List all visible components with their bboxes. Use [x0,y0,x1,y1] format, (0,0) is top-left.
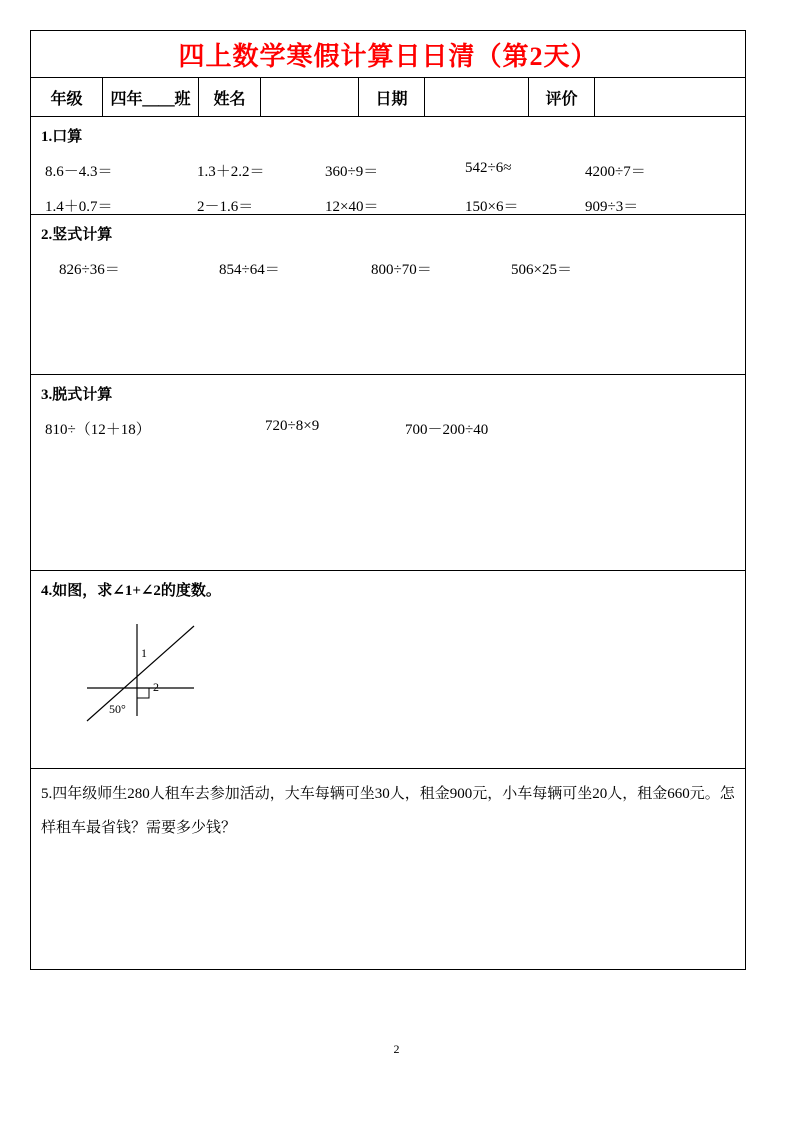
problem: 4200÷7＝ [585,164,646,180]
angle-diagram-svg [69,606,269,736]
angle-figure [69,606,269,736]
section-5-heading: 5.四年级师生280人租车去参加活动，大车每辆可坐30人，租金900元，小车每辆可坐20人，租金660元。怎样租车最省钱？需要多少钱？ [41,786,735,836]
problem: 1.4＋0.7＝ [45,199,113,215]
section-4-heading: 4.如图，求∠1+∠2的度数。 [41,583,221,599]
section-1-heading: 1.口算 [41,129,83,145]
section-expression-calculation [31,375,745,571]
vertical-row-1 [41,258,735,279]
section-3-heading: 3.脱式计算 [41,387,113,403]
problem: 506×25＝ [511,262,572,278]
date-label: 日期 [359,78,425,116]
problem: 542÷6≈ [465,160,512,176]
section-vertical-calculation [31,215,745,375]
section-word-problem [31,769,745,969]
problem: 810÷（12＋18） [45,422,151,438]
problem: 826÷36＝ [59,262,120,278]
oral-row-2 [41,195,735,216]
section-2-heading: 2.竖式计算 [41,227,113,243]
problem: 720÷8×9 [265,418,320,434]
grade-label: 年级 [31,78,103,116]
name-label: 姓名 [199,78,261,116]
section-oral-arithmetic [31,117,745,215]
evaluation-value[interactable] [595,78,745,116]
problem: 150×6＝ [465,199,519,215]
expression-row-1 [41,418,735,439]
title-row [31,31,745,78]
date-value[interactable] [425,78,529,116]
problem: 2－1.6＝ [197,199,254,215]
oral-row-1 [41,160,735,181]
angle-50-label: 50° [109,702,126,716]
angle-2-label: 2 [153,680,159,694]
grade-value[interactable]: 四年＿＿班 [103,78,199,116]
problem: 8.6－4.3＝ [45,164,113,180]
problem: 854÷64＝ [219,262,280,278]
page-number: 2 [393,1042,400,1056]
name-value[interactable] [261,78,359,116]
info-table [31,78,745,117]
problem: 909÷3＝ [585,199,639,215]
problem: 700－200÷40 [405,422,489,438]
section-angle-figure [31,571,745,769]
problem: 360÷9＝ [325,164,379,180]
problem: 800÷70＝ [371,262,432,278]
worksheet-frame [30,30,746,970]
evaluation-label: 评价 [529,78,595,116]
problem: 12×40＝ [325,199,379,215]
problem: 1.3＋2.2＝ [197,164,265,180]
angle-1-label: 1 [141,646,147,660]
page-title: 四上数学寒假计算日日清（第2天） [178,41,598,71]
